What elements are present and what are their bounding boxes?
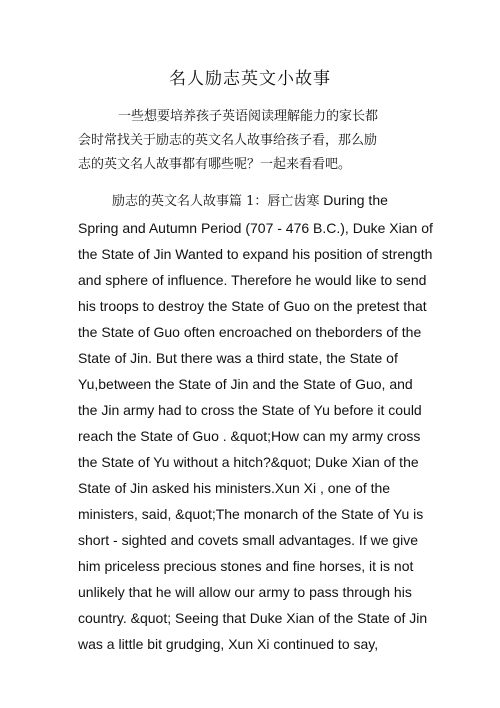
- body-line: unlikely that he will allow our army to pass through his: [78, 584, 412, 600]
- intro-paragraph: [78, 105, 423, 177]
- story-heading: 励志的英文名人故事篇 1：唇亡齿寒: [112, 194, 320, 209]
- intro-line: 志的英文名人故事都有哪些呢？一起来看看吧。: [78, 157, 352, 172]
- body-line: During the: [323, 192, 388, 208]
- intro-line: 一些想要培养孩子英语阅读理解能力的家长都: [118, 109, 379, 124]
- body-line: the State of Guo often encroached on theborders of the: [78, 324, 422, 340]
- body-line: short - sighted and covets small advantages. If we give: [78, 532, 419, 548]
- body-line: the State of Jin Wanted to expand his position of strength: [78, 246, 433, 262]
- body-line: was a little bit grudging, Xun Xi continued to say,: [78, 636, 379, 652]
- document-title: 名人励志英文小故事: [169, 69, 331, 89]
- body-line: his troops to destroy the State of Guo on the pretest that: [78, 298, 427, 314]
- story-first-line: [78, 187, 428, 215]
- body-line: country. &quot; Seeing that Duke Xian of the State of Jin: [78, 610, 428, 626]
- body-line: him priceless precious stones and fine horses, it is not: [78, 558, 414, 574]
- body-line: ministers, said, &quot;The monarch of the State of Yu is: [78, 506, 424, 522]
- body-line: Yu,between the State of Jin and the State of Guo, and: [78, 376, 413, 392]
- body-line: and sphere of influence. Therefore he would like to send: [78, 272, 427, 288]
- story-paragraph: [78, 187, 433, 657]
- body-line: State of Jin. But there was a third state, the State of: [78, 350, 398, 366]
- body-line: State of Jin asked his ministers.Xun Xi , one of the: [78, 480, 391, 496]
- body-line: the State of Yu without a hitch?&quot; Duke Xian of the: [78, 454, 419, 470]
- intro-line: 会时常找关于励志的英文名人故事给孩子看，那么励: [78, 133, 378, 148]
- body-line: reach the State of Guo . &quot;How can my army cross: [78, 428, 421, 444]
- body-line: Spring and Autumn Period (707 - 476 B.C.), Duke Xian of: [78, 220, 433, 236]
- body-line: the Jin army had to cross the State of Yu before it could: [78, 402, 422, 418]
